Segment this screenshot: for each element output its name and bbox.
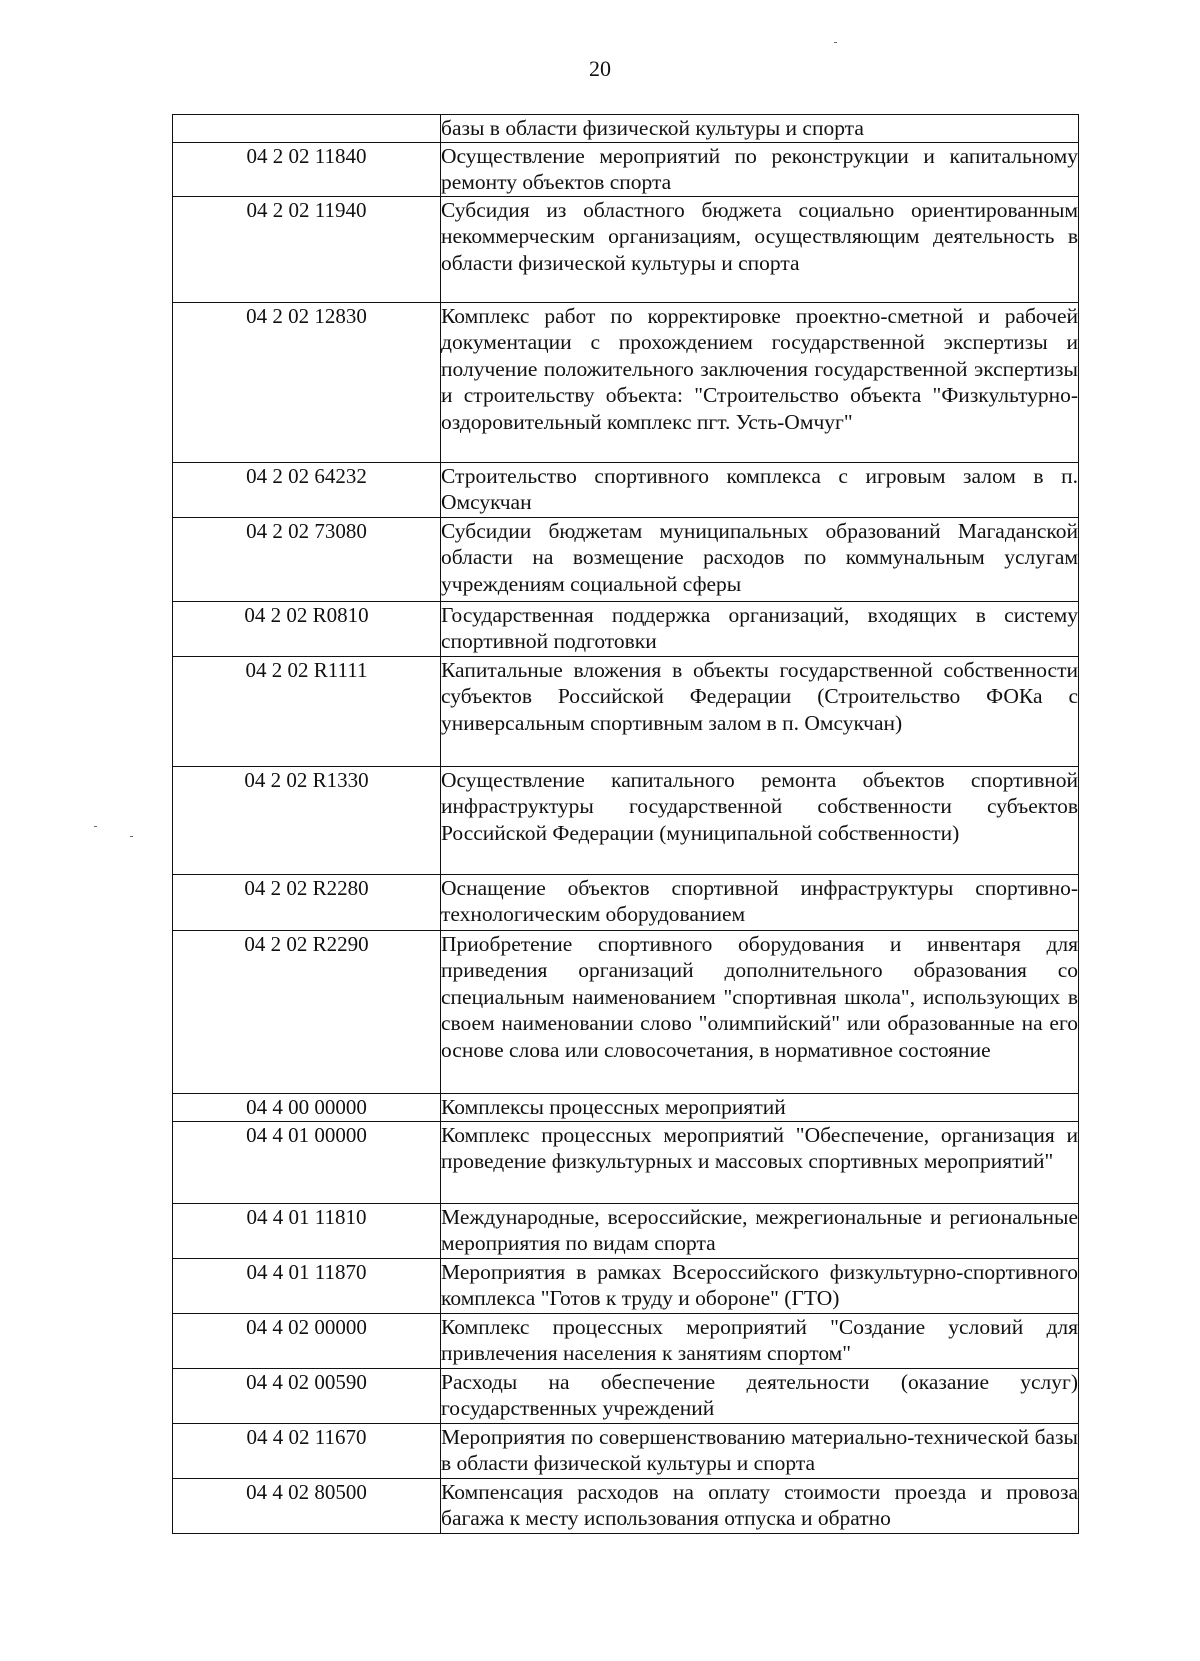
table-row — [173, 1121, 1079, 1203]
table-row — [173, 1203, 1079, 1258]
row-code: 04 4 01 11810 — [173, 1203, 441, 1258]
row-code: 04 2 02 64232 — [173, 462, 441, 517]
scan-speck — [834, 42, 837, 43]
table-row — [173, 874, 1079, 930]
table-row — [173, 517, 1079, 601]
row-code: 04 4 02 00590 — [173, 1368, 441, 1423]
scan-speck — [94, 826, 97, 827]
row-code: 04 2 02 12830 — [173, 302, 441, 462]
row-description: Комплекс процессных мероприятий "Создание условий для привлечения населения к занятиям спортом" — [441, 1313, 1079, 1368]
row-description: базы в области физической культуры и спорта — [441, 115, 1079, 143]
row-description: Строительство спортивного комплекса с игровым залом в п. Омсукчан — [441, 462, 1079, 517]
row-description: Мероприятия по совершенствованию материально-технической базы в области физической культуры и спорта — [441, 1423, 1079, 1478]
row-code: 04 4 02 00000 — [173, 1313, 441, 1368]
table-row — [173, 1093, 1079, 1121]
row-code: 04 4 01 00000 — [173, 1121, 441, 1203]
table-row — [173, 1478, 1079, 1533]
row-code: 04 2 02 R2290 — [173, 930, 441, 1093]
table-row — [173, 1423, 1079, 1478]
row-code: 04 2 02 11940 — [173, 196, 441, 302]
row-code: 04 4 01 11870 — [173, 1258, 441, 1313]
table-row — [173, 196, 1079, 302]
table-row — [173, 142, 1079, 196]
row-description: Компенсация расходов на оплату стоимости проезда и провоза багажа к месту использования отпуска и обратно — [441, 1478, 1079, 1533]
table-row — [173, 766, 1079, 874]
row-code: 04 2 02 R2280 — [173, 874, 441, 930]
row-code: 04 4 00 00000 — [173, 1093, 441, 1121]
row-description: Субсидии бюджетам муниципальных образований Магаданской области на возмещение расходов по коммунальным услугам учреждениям социальной сферы — [441, 517, 1079, 601]
table-row — [173, 656, 1079, 766]
row-code: 04 4 02 80500 — [173, 1478, 441, 1533]
row-description: Осуществление мероприятий по реконструкции и капитальному ремонту объектов спорта — [441, 143, 1078, 194]
row-description: Осуществление капитального ремонта объектов спортивной инфраструктуры государственной собственности субъектов Российской Федерации (муниципальной собственности) — [441, 766, 1079, 874]
row-code: 04 2 02 R1330 — [173, 766, 441, 874]
budget-codes-table — [172, 114, 1079, 1534]
table-row — [173, 1368, 1079, 1423]
row-code: 04 4 02 11670 — [173, 1423, 441, 1478]
page-number: 20 — [589, 56, 611, 81]
row-description: Международные, всероссийские, межрегиональные и региональные мероприятия по видам спорта — [441, 1203, 1079, 1258]
table-row — [173, 1258, 1079, 1313]
row-description: Комплекс процессных мероприятий "Обеспечение, организация и проведение физкультурных и массовых спортивных мероприятий" — [441, 1121, 1079, 1203]
row-description: Комплекс работ по корректировке проектно-сметной и рабочей документации с прохождением государственной экспертизы и получение положительного заключения государственной экспертизы и строительству объекта: "Строительство объекта "Физкультурно-оздоровительный комплекс пгт. Усть-Омчуг" — [441, 302, 1079, 462]
row-code — [173, 115, 441, 143]
row-description: Приобретение спортивного оборудования и инвентаря для приведения организаций дополнительного образования со специальным наименованием "спортивная школа", использующих в своем наименовании слово "олимпийский" или образованные на его основе слова или словосочетания, в нормативное состояние — [441, 930, 1079, 1093]
row-description: Субсидия из областного бюджета социально ориентированным некоммерческим организациям, осуществляющим деятельность в области физической культуры и спорта — [441, 196, 1079, 302]
table-row — [173, 462, 1079, 517]
row-description: Оснащение объектов спортивной инфраструктуры спортивно-технологическим оборудованием — [441, 874, 1079, 930]
row-description: Комплексы процессных мероприятий — [441, 1093, 1079, 1121]
table-row — [173, 601, 1079, 656]
table-row — [173, 302, 1079, 462]
table-row — [173, 115, 1079, 143]
row-description: Капитальные вложения в объекты государственной собственности субъектов Российской Федерации (Строительство ФОКа с универсальным спортивным залом в п. Омсукчан) — [441, 656, 1079, 766]
row-code: 04 2 02 73080 — [173, 517, 441, 601]
row-description: Государственная поддержка организаций, входящих в систему спортивной подготовки — [441, 601, 1079, 656]
row-code: 04 2 02 R1111 — [173, 656, 441, 766]
row-code: 04 2 02 11840 — [173, 142, 441, 196]
scan-speck — [130, 836, 133, 837]
row-code: 04 2 02 R0810 — [173, 601, 441, 656]
table-row — [173, 930, 1079, 1093]
row-description: Расходы на обеспечение деятельности (оказание услуг) государственных учреждений — [441, 1368, 1079, 1423]
table-row — [173, 1313, 1079, 1368]
row-description: Мероприятия в рамках Всероссийского физкультурно-спортивного комплекса "Готов к труду и обороне" (ГТО) — [441, 1258, 1079, 1313]
